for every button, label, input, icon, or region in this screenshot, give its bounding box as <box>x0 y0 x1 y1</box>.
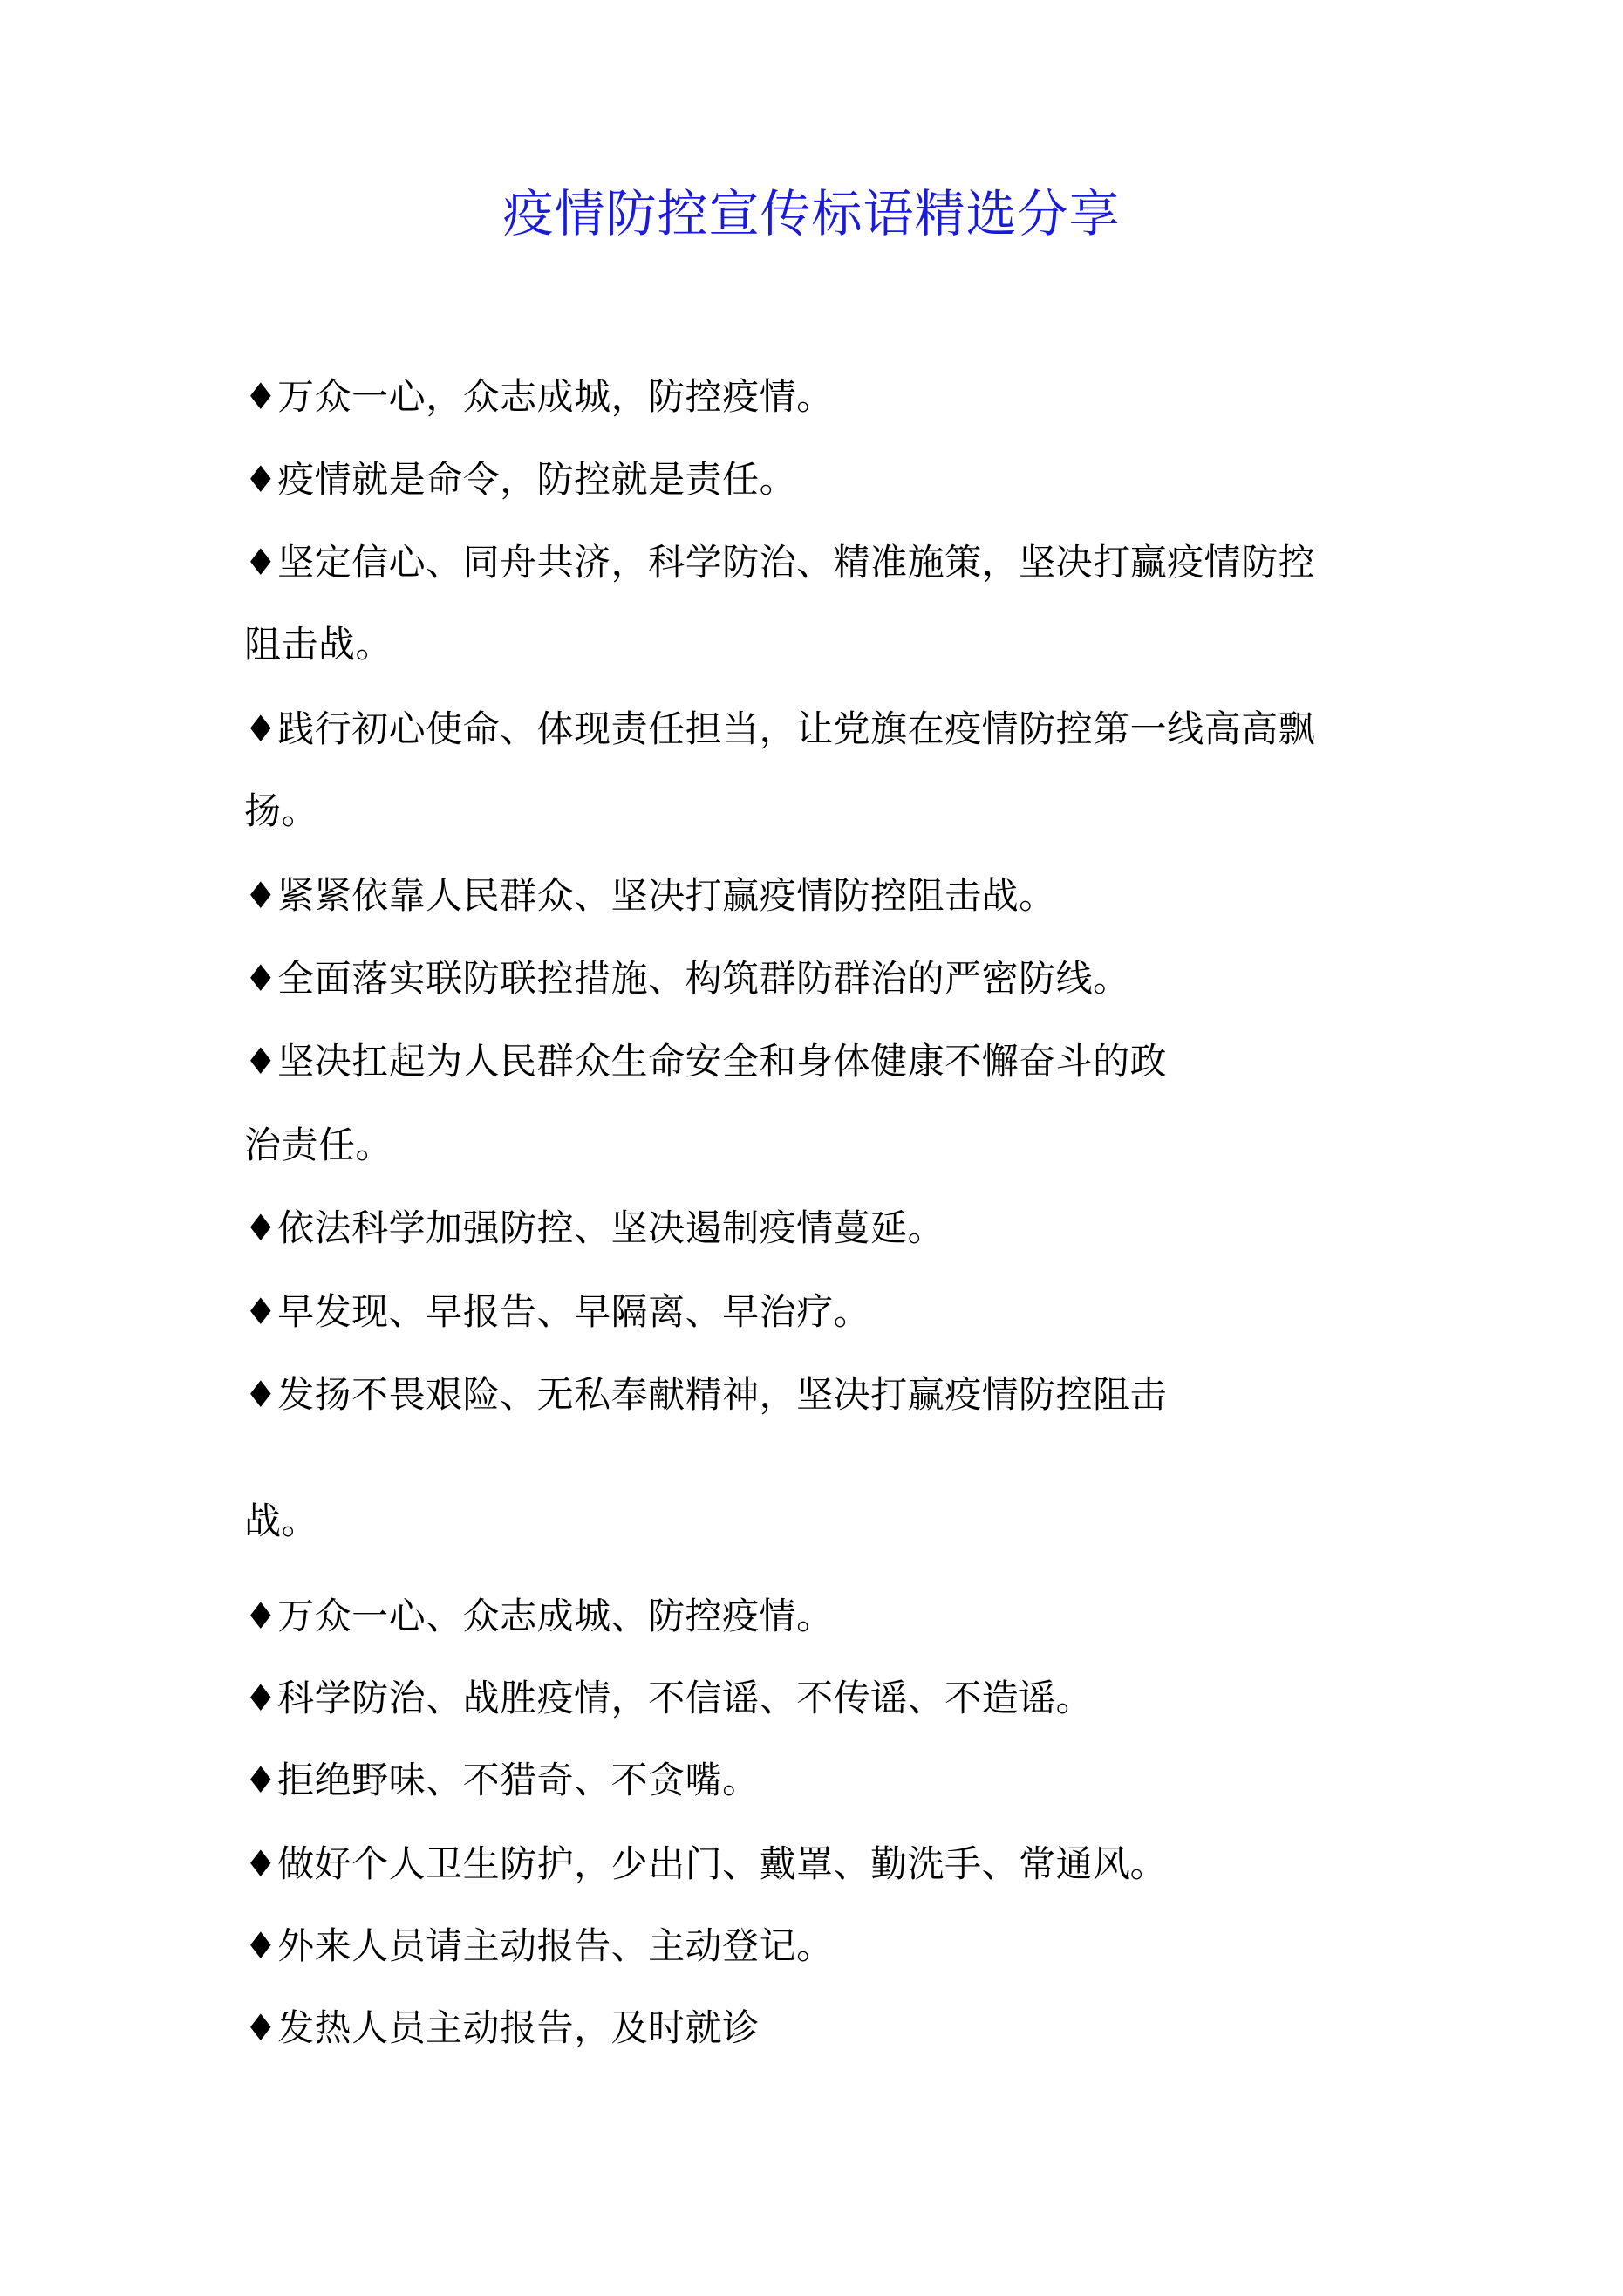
slogan-line: ♦科学防治、战胜疫情，不信谣、不传谣、不造谣。 <box>244 1677 1094 1719</box>
slogan-line: ♦践行初心使命、体现责任担当，让党旗在疫情防控第一线高高飘 <box>244 707 1316 750</box>
slogan-line: ♦发热人员主动报告，及时就诊 <box>244 2006 760 2049</box>
slogan-line: ♦紧紧依靠人民群众、坚决打赢疫情防控阻击战。 <box>244 874 1056 917</box>
slogan-line: ♦早发现、早报告、早隔离、早治疗。 <box>244 1290 871 1333</box>
slogan-line: ♦万众一心，众志成城，防控疫情。 <box>244 375 834 418</box>
slogan-line: ♦疫情就是命令，防控就是责任。 <box>244 458 797 501</box>
slogan-line: ♦外来人员请主动报告、主动登记。 <box>244 1924 834 1967</box>
slogan-line: ♦坚定信心、同舟共济，科学防治、精准施策，坚决打赢疫情防控 <box>244 541 1316 584</box>
slogan-line: ♦坚决扛起为人民群众生命安全和身体健康不懈奋斗的政 <box>244 1040 1168 1083</box>
slogan-line: ♦发扬不畏艰险、无私奉献精神，坚决打赢疫情防控阻击 <box>244 1373 1168 1416</box>
slogan-line: 治责任。 <box>244 1124 393 1166</box>
slogan-line: ♦全面落实联防联控措施、构筑群防群治的严密防线。 <box>244 957 1130 1000</box>
slogan-line: 阻击战。 <box>244 623 393 666</box>
slogan-line: 扬。 <box>244 789 319 832</box>
slogan-line: ♦拒绝野味、不猎奇、不贪嘴。 <box>244 1759 760 1801</box>
slogan-line: ♦做好个人卫生防护，少出门、戴罩、勤洗手、常通风。 <box>244 1842 1168 1885</box>
document-title: 疫情防控宣传标语精选分享 <box>502 184 1121 243</box>
slogan-line: 战。 <box>244 1500 319 1542</box>
slogan-line: ♦万众一心、众志成城、防控疫情。 <box>244 1595 834 1637</box>
slogan-line: ♦依法科学加强防控、坚决遏制疫情蔓延。 <box>244 1206 945 1249</box>
